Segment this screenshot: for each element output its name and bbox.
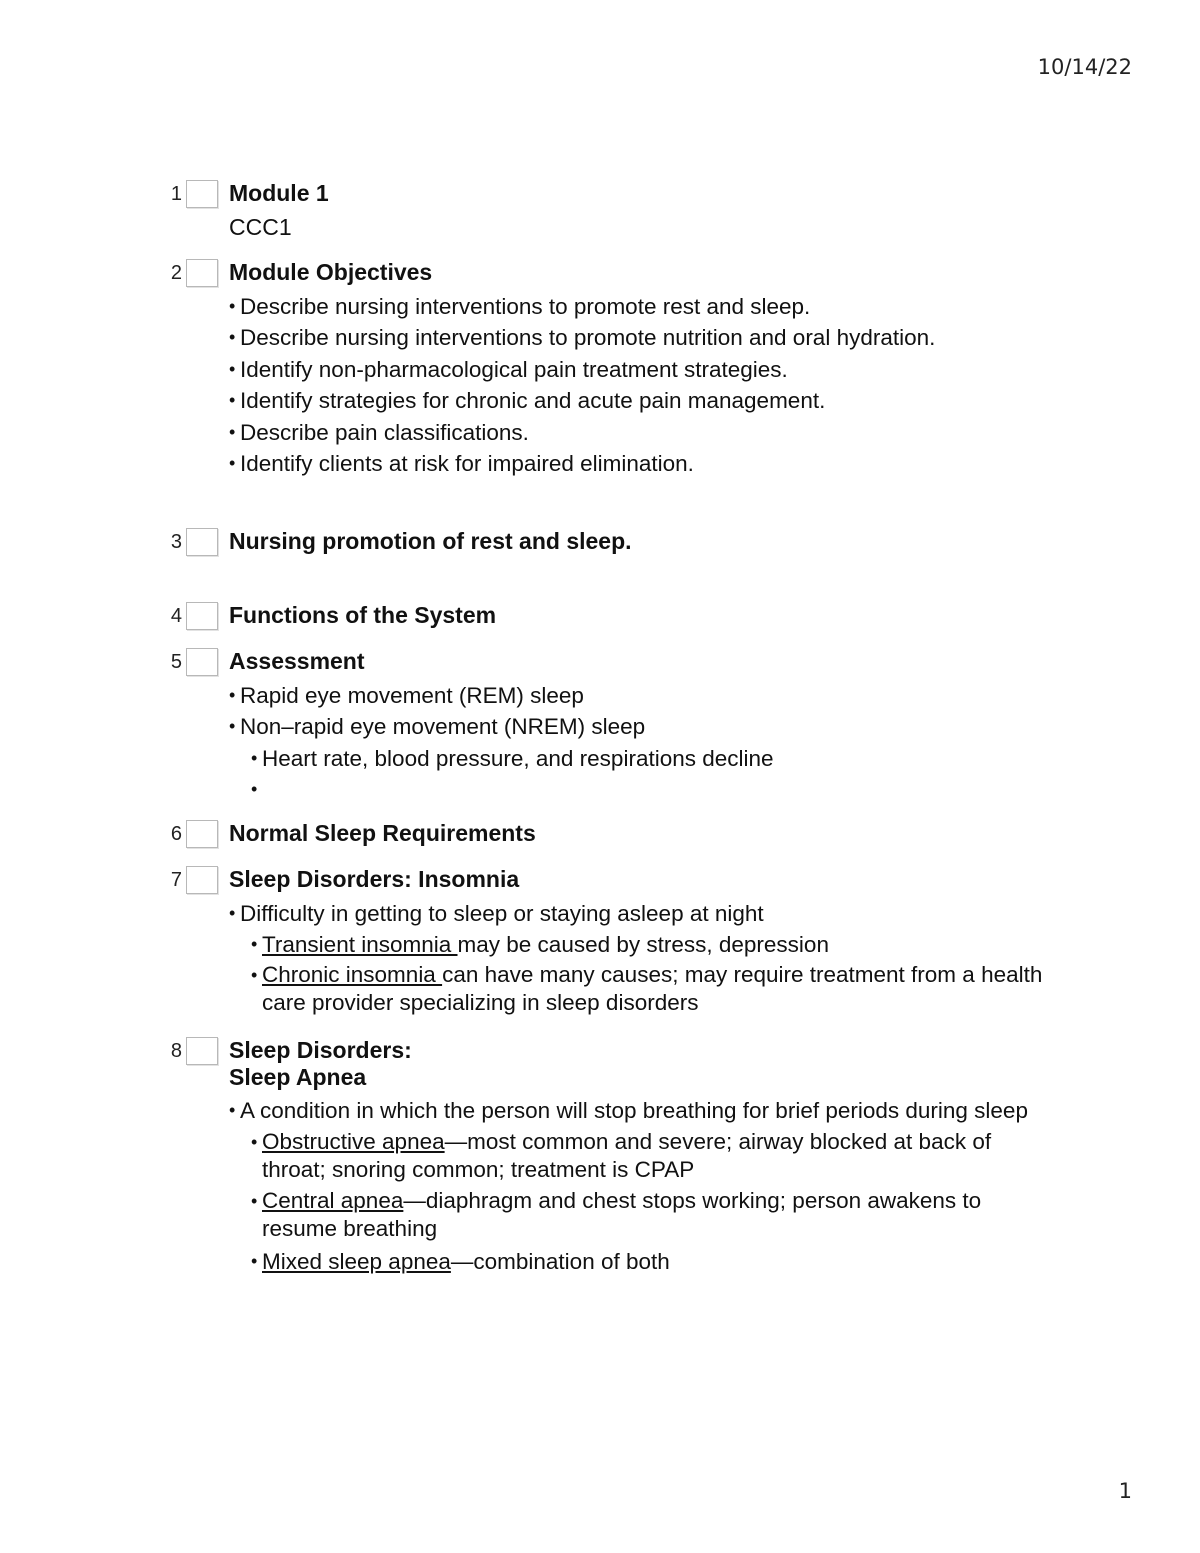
term: Transient insomnia (262, 932, 458, 958)
slide-title: Sleep Disorders: (229, 1037, 412, 1063)
slide-thumbnail[interactable] (186, 866, 218, 894)
bullet-item: • Describe pain classifications. (229, 417, 1049, 448)
sub-bullet-item (251, 1128, 1049, 1184)
bullet-item: • Describe nursing interventions to promote nutrition and oral hydration. (229, 322, 1049, 353)
term: Mixed sleep apnea (262, 1249, 451, 1274)
bullet-list (229, 898, 1049, 1017)
term: Obstructive apnea (262, 1129, 445, 1154)
bullet-item: • Identify clients at risk for impaired elimination. (229, 448, 1049, 479)
slide-number: 8 (170, 1040, 182, 1062)
slide-number: 6 (170, 823, 182, 845)
slide-number: 7 (170, 869, 182, 891)
term-description: —combination of both (450, 1249, 670, 1274)
slide-title: Sleep Disorders: Insomnia (229, 866, 520, 892)
bullet-item: • Describe nursing interventions to promote rest and sleep. (229, 291, 1049, 322)
page-date: 10/14/22 (1037, 55, 1132, 79)
term-description: —diaphragm and chest stops working; person awakens to resume breathing (262, 1188, 982, 1241)
bullet-item: • Rapid eye movement (REM) sleep (229, 680, 1049, 711)
slide-subtitle: CCC1 (229, 214, 292, 240)
bullet-item: • Difficulty in getting to sleep or staying asleep at night (229, 898, 1049, 929)
slide-thumbnail[interactable] (186, 528, 218, 556)
slide-number: 4 (170, 605, 182, 627)
bullet-item: • Non–rapid eye movement (NREM) sleep (229, 711, 1049, 742)
slide-thumbnail[interactable] (186, 602, 218, 630)
term-description: may be caused by stress, depression (457, 932, 829, 958)
slide-number: 5 (170, 651, 182, 673)
slide-title: Functions of the System (229, 602, 497, 628)
slide-number: 2 (170, 262, 182, 284)
page-number: 1 (1118, 1479, 1132, 1503)
bullet-list (229, 1096, 1049, 1277)
term: Chronic insomnia (262, 961, 443, 987)
bullet-item: • A condition in which the person will stop breathing for brief periods during sleep (229, 1096, 1049, 1125)
slide-title: Sleep Apnea (229, 1064, 367, 1090)
bullet-item: • Identify strategies for chronic and acute pain management. (229, 385, 1049, 416)
slide-title: Nursing promotion of rest and sleep. (229, 528, 632, 554)
slide-title: Module 1 (229, 180, 329, 206)
slide-thumbnail[interactable] (186, 1037, 218, 1065)
slide-title: Normal Sleep Requirements (229, 820, 536, 846)
slide-title: Assessment (229, 648, 365, 674)
slide-thumbnail[interactable] (186, 820, 218, 848)
term: Central apnea (262, 1188, 404, 1213)
bullet-list (229, 291, 1049, 479)
term-description: can have many causes; may require treatment from a health care provider specializing in sleep disorders (262, 961, 1043, 1015)
bullet-list (229, 680, 1049, 774)
slide-number: 3 (170, 531, 182, 553)
bullet-item: • Identify non-pharmacological pain treatment strategies. (229, 354, 1049, 385)
sub-bullet-item (251, 929, 1049, 960)
sub-bullet-item: • Heart rate, blood pressure, and respirations decline (251, 743, 1049, 774)
term-description: —most common and severe; airway blocked at back of throat; snoring common; treatment is CPAP (262, 1129, 992, 1182)
sub-bullet-item (251, 1187, 1049, 1243)
slide-thumbnail[interactable] (186, 180, 218, 208)
slide-thumbnail[interactable] (186, 648, 218, 676)
slide-title: Module Objectives (229, 259, 433, 285)
sub-bullet-item (251, 1246, 1049, 1277)
sub-bullet-item (251, 961, 1049, 1017)
slide-number: 1 (170, 183, 182, 205)
slide-thumbnail[interactable] (186, 259, 218, 287)
